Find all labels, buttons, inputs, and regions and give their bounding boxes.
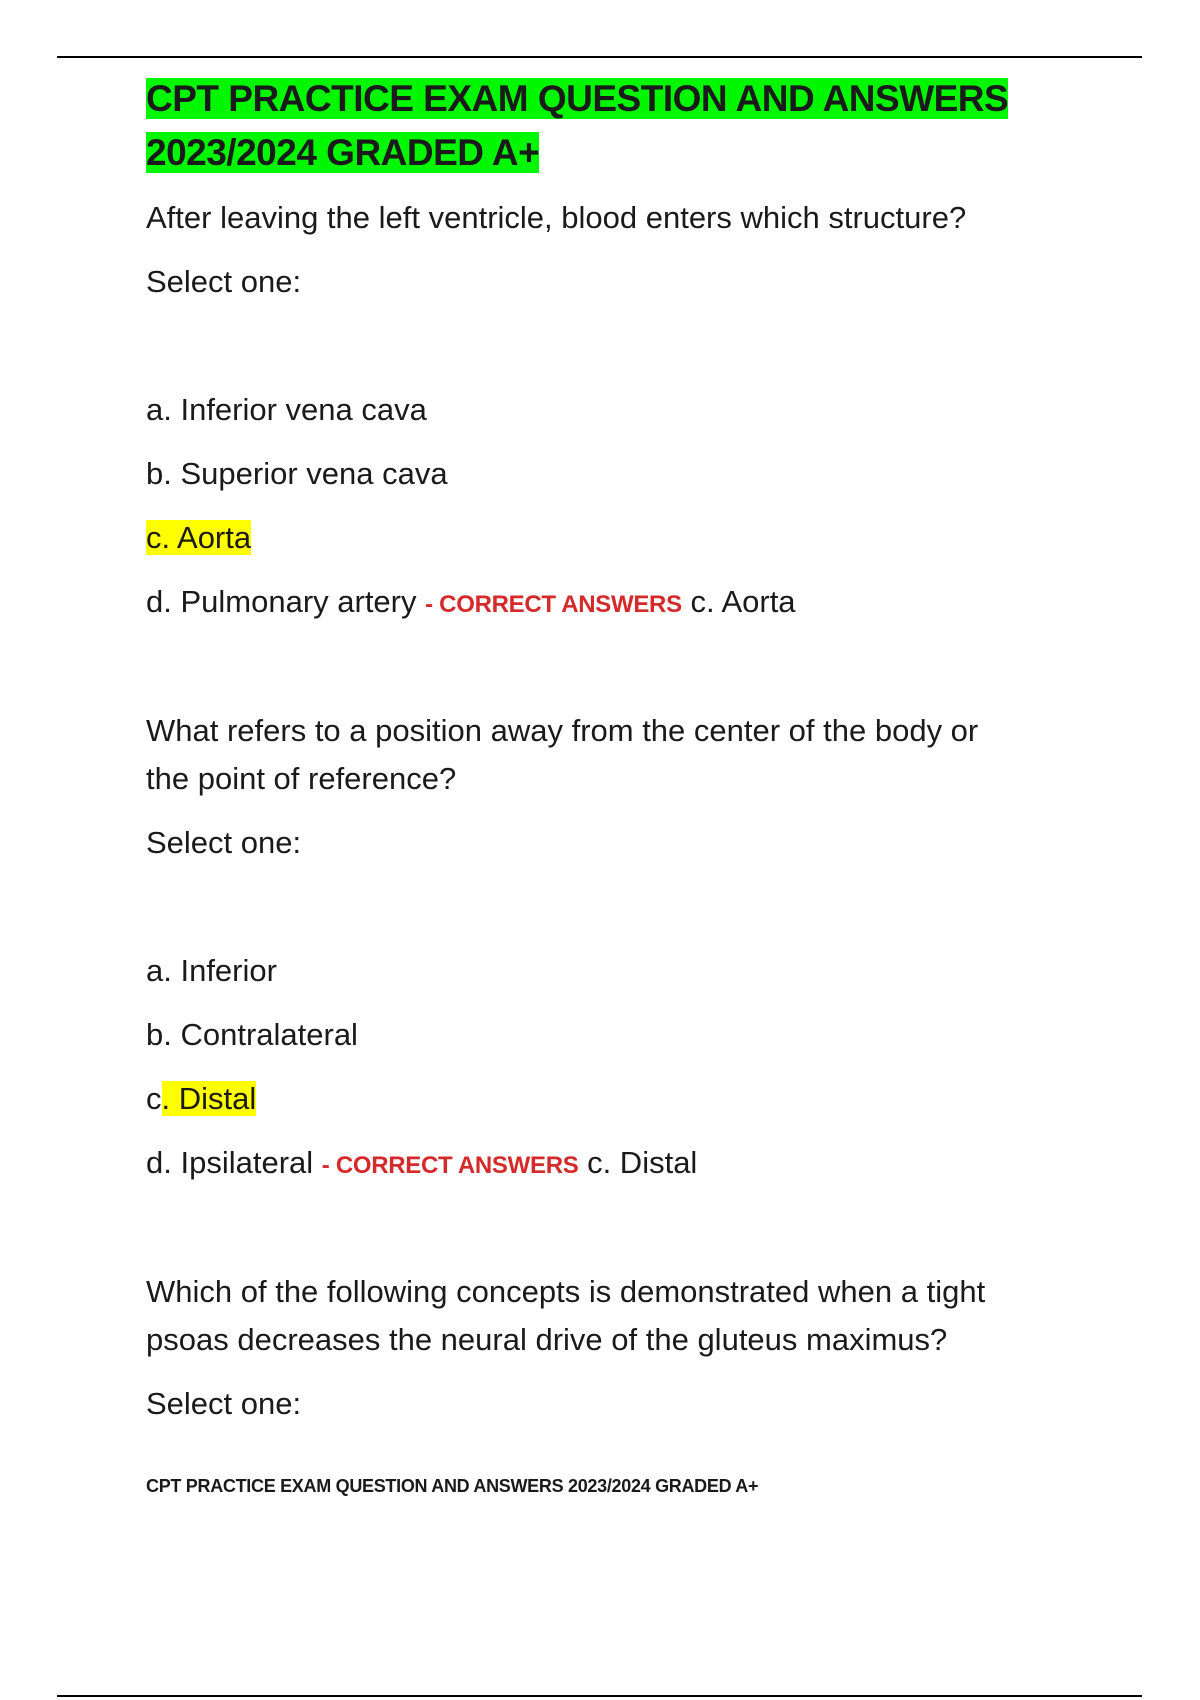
question-2-answer: c. Distal [587,1145,698,1180]
question-2-text-line-2: the point of reference? [146,761,457,796]
question-3-select-label: Select one: [146,1386,302,1421]
question-1-option-d: d. Pulmonary artery [146,584,417,619]
title-line-1: CPT PRACTICE EXAM QUESTION AND ANSWERS [146,78,1009,119]
question-2-option-c-row [146,1075,1106,1123]
question-3 [146,1268,1106,1428]
question-2-option-c: . Distal [161,1081,257,1116]
question-3-text-line-2: psoas decreases the neural drive of the gluteus maximus? [146,1322,948,1357]
question-1-answer: c. Aorta [690,584,796,619]
question-2 [146,707,1106,1190]
question-1 [146,194,1106,629]
question-2-option-d: d. Ipsilateral [146,1145,314,1180]
question-2-text-line-1: What refers to a position away from the center of the body or [146,713,979,748]
question-2-option-d-row [146,1139,1106,1190]
question-1-select-label: Select one: [146,264,302,299]
question-1-option-d-row [146,578,1106,629]
bottom-rule [57,1695,1142,1697]
question-1-text: After leaving the left ventricle, blood enters which structure? [146,200,967,235]
question-1-option-c: c. Aorta [146,520,252,555]
question-2-select-label: Select one: [146,825,302,860]
question-1-option-a: a. Inferior vena cava [146,392,427,427]
question-3-text-line-1: Which of the following concepts is demonstrated when a tight [146,1274,986,1309]
question-1-option-b: b. Superior vena cava [146,456,448,491]
question-2-option-a: a. Inferior [146,953,277,988]
question-2-option-b: b. Contralateral [146,1017,358,1052]
page-content [146,72,1106,1428]
page-footer: CPT PRACTICE EXAM QUESTION AND ANSWERS 2023/2024 GRADED A+ [146,1476,759,1496]
question-2-option-c-letter: c [146,1081,162,1116]
title-line-2: 2023/2024 GRADED A+ [146,132,540,173]
question-2-correct-tag: - CORRECT ANSWERS [321,1152,579,1179]
question-1-correct-tag: - CORRECT ANSWERS [425,591,682,618]
top-rule [57,56,1142,58]
document-title [146,72,1106,180]
